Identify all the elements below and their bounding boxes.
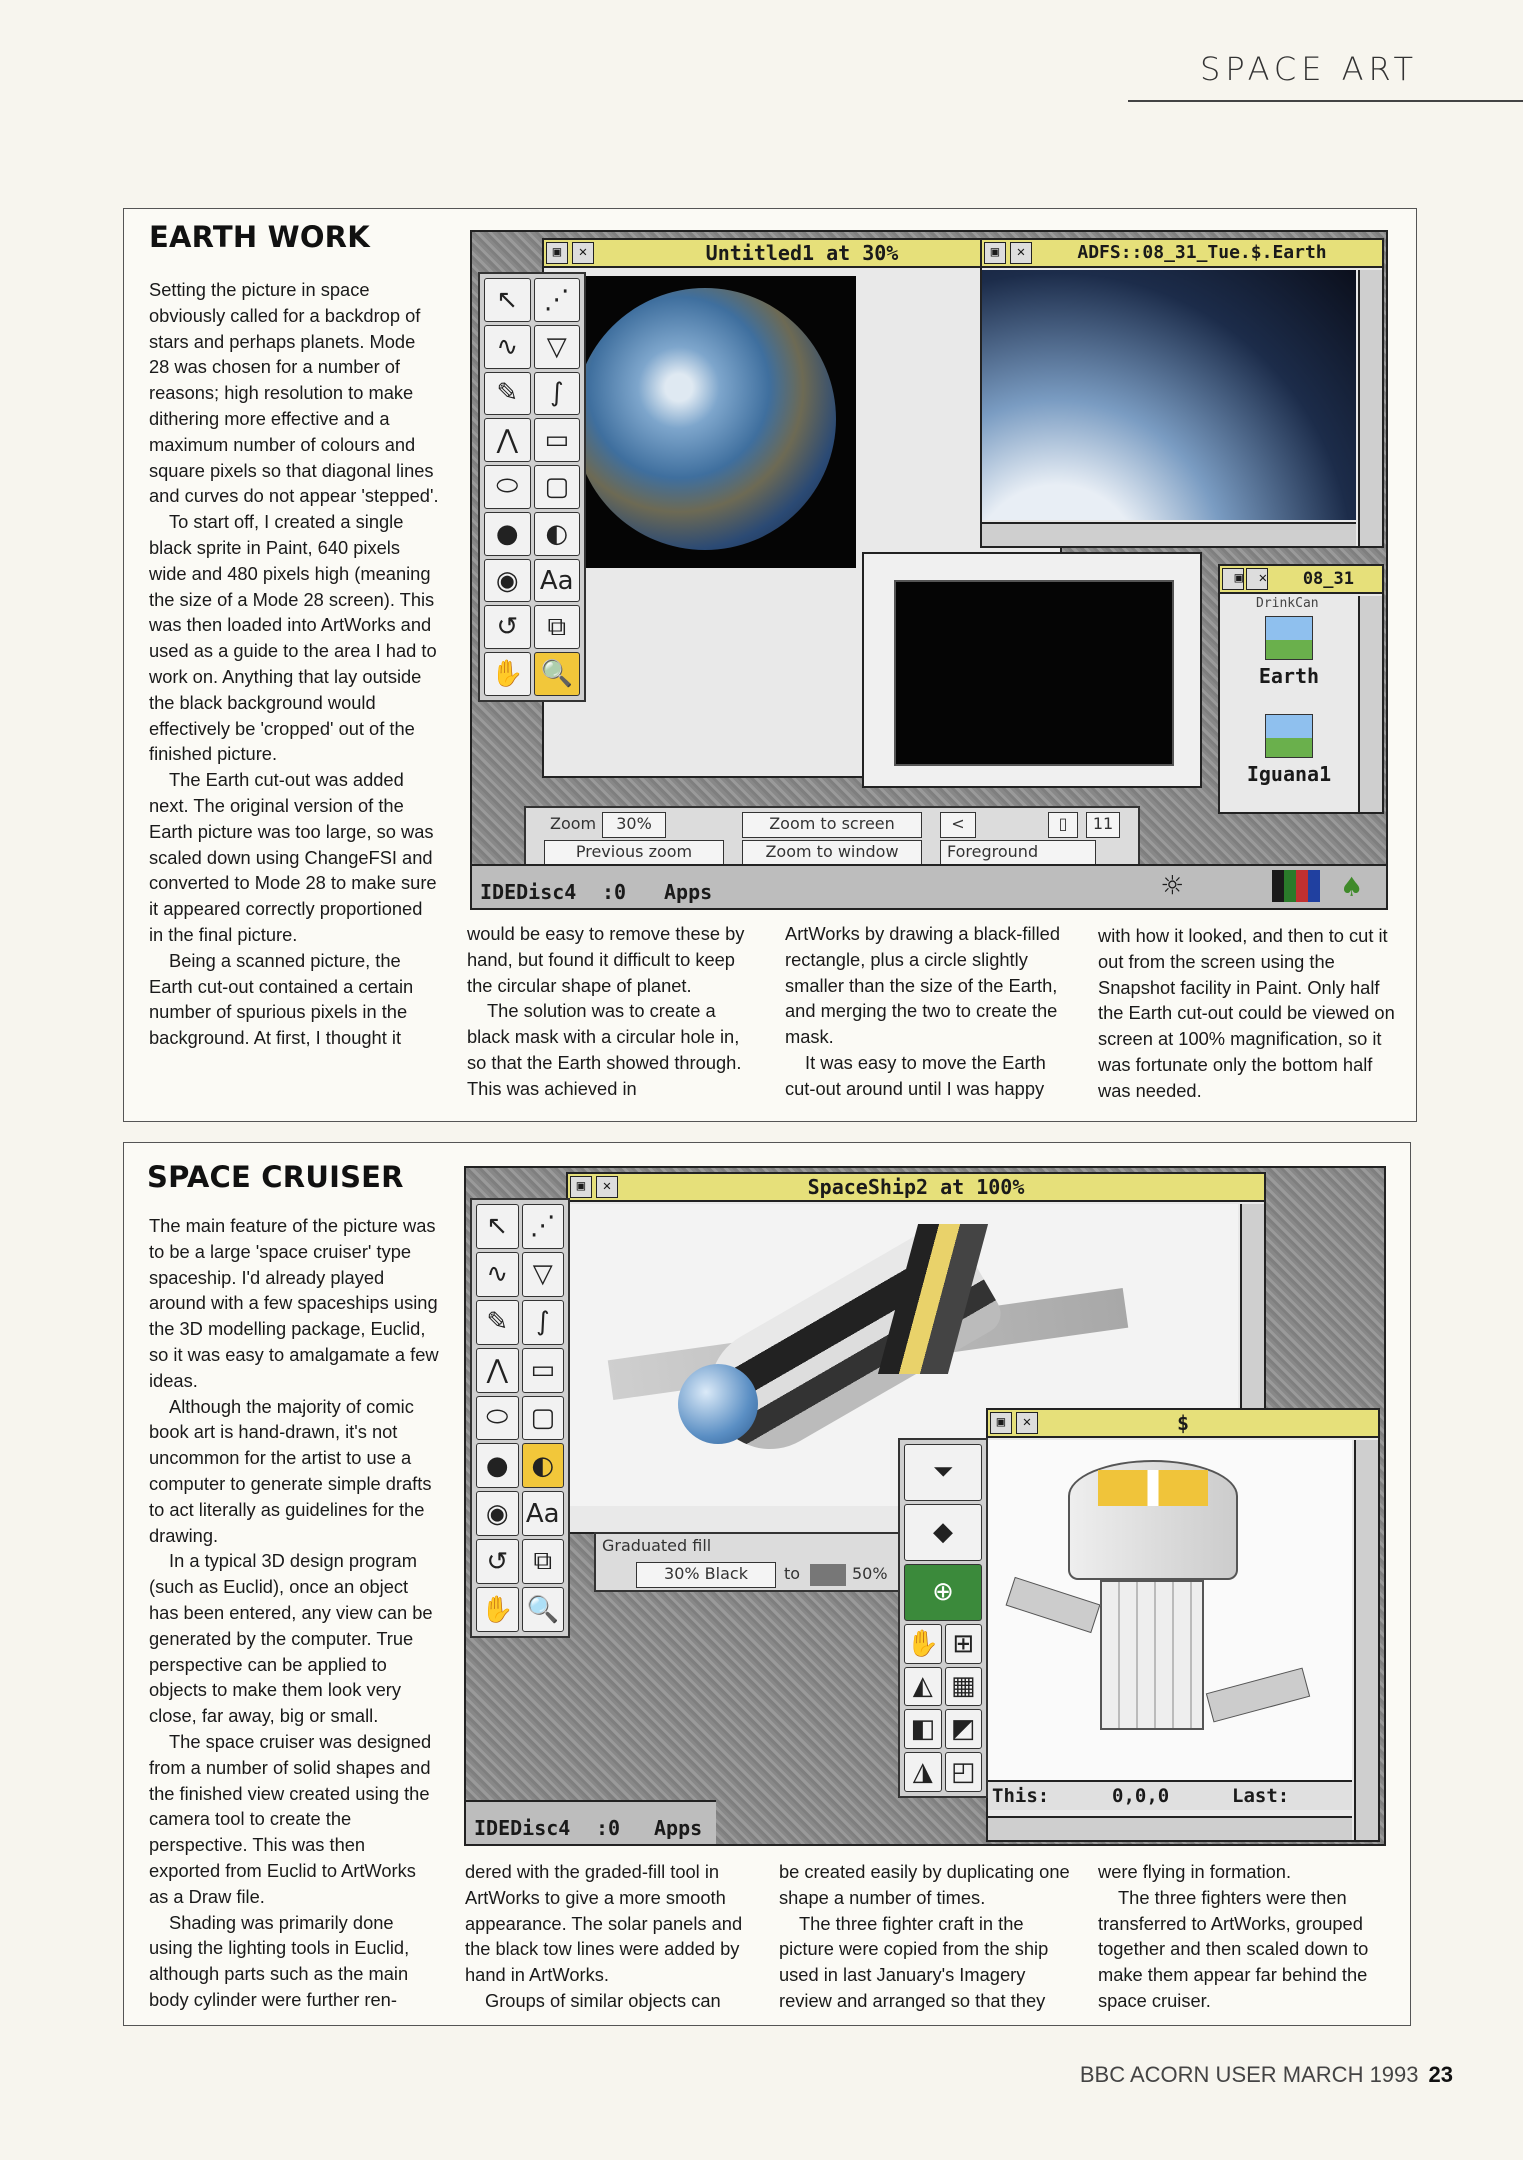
paragraph: Shading was primarily done using the lighting tools in Euclid, although parts such as the main body cylinder were further ren- — [149, 1911, 410, 2010]
zoom-infobar — [524, 806, 1140, 868]
solar-panel-right — [1206, 1668, 1310, 1723]
solar-panel-left — [1006, 1577, 1101, 1633]
sphere-fill-icon[interactable]: ◉ — [476, 1491, 519, 1536]
paragraph: would be easy to remove these by hand, but found it difficult to keep the circular shape of planet. — [467, 923, 745, 996]
ship-column — [1100, 1580, 1204, 1730]
fill-from-field[interactable]: 30% Black — [636, 1562, 776, 1588]
artworks-toolbox — [470, 1198, 570, 1638]
zoom-value-field[interactable]: 30% — [602, 812, 666, 838]
polygon-icon[interactable]: ▽ — [522, 1252, 565, 1297]
shape-icon[interactable]: ◰ — [945, 1752, 983, 1792]
prev-page-icon[interactable]: < — [940, 812, 976, 838]
filer-window[interactable] — [980, 238, 1384, 548]
space-cruiser-col1 — [149, 1213, 439, 2013]
earth-closeup-image — [982, 270, 1356, 520]
paragraph: The three fighters were then transferred to ArtWorks, grouped together and then scaled down to make them appear far behind the space cruiser. — [1098, 1886, 1369, 2011]
space-cruiser-col4 — [1098, 1859, 1398, 2014]
axis-icon[interactable]: ⊞ — [945, 1624, 983, 1664]
vertical-scrollbar[interactable] — [1354, 1440, 1378, 1840]
yellow-panels — [1098, 1470, 1208, 1506]
paragraph: The three fighter craft in the picture were copied from the ship used in last January's Imagery review and arranged so that they — [779, 1912, 1049, 2011]
horizontal-scrollbar[interactable] — [988, 1816, 1352, 1840]
zoom-label: Zoom — [550, 814, 597, 833]
rotate-icon[interactable]: ↺ — [484, 605, 531, 649]
paragraph: Although the majority of comic book art is hand-drawn, it's not uncommon for the artist to use a computer to generate simple drafts to act literally as guidelines for the drawing. — [149, 1395, 432, 1546]
hand-icon[interactable]: ✋ — [484, 652, 531, 696]
status-this-label: This: — [992, 1785, 1050, 1807]
vertical-scrollbar[interactable] — [1358, 270, 1382, 546]
ellipse-icon[interactable]: ⬭ — [476, 1396, 519, 1441]
window-titlebar[interactable] — [988, 1410, 1378, 1438]
line-icon[interactable]: ⋀ — [484, 418, 531, 462]
paint-app-icon[interactable]: ☼ — [1162, 866, 1183, 906]
sprite-file-icon — [1265, 616, 1313, 660]
euclid-toolbox — [898, 1438, 988, 1798]
rectangle-icon[interactable]: ▭ — [522, 1348, 565, 1393]
paragraph: ArtWorks by drawing a black-filled rectangle, plus a circle slightly smaller than the size of the Earth, and merging the two to create the mask. — [785, 923, 1060, 1048]
shape-icon[interactable]: ▦ — [945, 1667, 983, 1707]
close-icon[interactable]: ✕ — [572, 242, 594, 264]
graduated-fill-icon[interactable]: ◐ — [534, 512, 581, 556]
paragraph: It was easy to move the Earth cut-out around until I was happy — [785, 1051, 1046, 1099]
earth-screenshot — [470, 230, 1388, 910]
earth-picture[interactable] — [556, 276, 856, 568]
window-title: 08_31 — [1302, 569, 1354, 589]
grab-icon[interactable]: ✋ — [904, 1624, 942, 1664]
publication-line: BBC ACORN USER MARCH 1993 — [1079, 2062, 1419, 2087]
fill-icon[interactable]: ● — [484, 512, 531, 556]
section-title: SPACE ART — [1200, 50, 1418, 88]
space-cruiser-heading: SPACE CRUISER — [147, 1160, 404, 1194]
iconbar-disc-label[interactable]: IDEDisc4 — [480, 880, 577, 904]
space-cruiser-col2 — [465, 1859, 760, 2014]
fill-colour-swatch[interactable] — [810, 1564, 846, 1586]
paragraph: dered with the graded-fill tool in ArtWorks to give a more smooth appearance. The solar panels and the black tow lines were added by hand in ArtWorks. — [465, 1861, 743, 1986]
sprite-filer-window[interactable] — [1218, 564, 1384, 814]
iconbar-drive-label[interactable]: :0 — [596, 1816, 621, 1840]
window-title: SpaceShip2 at 100% — [807, 1175, 1025, 1199]
select-arrow-icon[interactable]: ↖ — [484, 278, 531, 322]
earth-work-col1 — [149, 277, 439, 1051]
add-object-icon[interactable]: ⊕ — [904, 1564, 982, 1621]
freehand-icon[interactable]: ∿ — [484, 325, 531, 369]
euclid-status-bar — [988, 1780, 1352, 1810]
push-tool-icon[interactable]: ⋰ — [522, 1204, 565, 1249]
space-cruiser-col3 — [779, 1859, 1079, 2014]
select-arrow-icon[interactable]: ↖ — [476, 1204, 519, 1249]
bezier-icon[interactable]: ∫ — [522, 1300, 565, 1345]
black-mask-sprite — [894, 580, 1174, 766]
paragraph: be created easily by duplicating one shape a number of times. — [779, 1861, 1070, 1908]
zoom-icon[interactable]: 🔍 — [522, 1587, 565, 1632]
sphere-fill-icon[interactable]: ◉ — [484, 559, 531, 603]
shape-icon[interactable]: ◧ — [904, 1709, 942, 1749]
mask-window[interactable] — [862, 552, 1202, 788]
graduated-fill-icon[interactable]: ◐ — [522, 1443, 565, 1488]
window-title: $ — [1176, 1411, 1190, 1435]
fill-icon[interactable]: ● — [476, 1443, 519, 1488]
paragraph: Being a scanned picture, the Earth cut-out contained a certain number of spurious pixels in the background. At first, I thought it — [149, 949, 414, 1049]
previous-zoom-button[interactable]: Previous zoom — [544, 840, 724, 866]
blend-icon[interactable]: ⧉ — [522, 1539, 565, 1584]
back-icon[interactable]: ▣ — [570, 1176, 592, 1198]
polygon-icon[interactable]: ▽ — [534, 325, 581, 369]
artworks-toolbox — [478, 272, 586, 702]
earth-globe — [574, 288, 836, 550]
paragraph: The Earth cut-out was added next. The original version of the Earth picture was too large, so was scaled down using ChangeFSI and converted to Mode 28 to make sure it appeared correctly proportioned in the final picture. — [149, 769, 437, 945]
zoom-to-screen-button[interactable]: Zoom to screen — [742, 812, 922, 838]
paragraph: The main feature of the picture was to be a large 'space cruiser' type spaceship. I'd already played around with a few spaceships using the 3D modelling package, Euclid, so it was easy to amalgamate a few ideas. — [149, 1215, 439, 1391]
window-title: ADFS::08_31_Tue.$.Earth — [1077, 242, 1327, 263]
window-titlebar[interactable] — [982, 240, 1382, 268]
push-tool-icon[interactable]: ⋰ — [534, 278, 581, 322]
ellipse-icon[interactable]: ⬭ — [484, 465, 531, 509]
page-footer — [1080, 2062, 1453, 2088]
rounded-rect-icon[interactable]: ▢ — [534, 465, 581, 509]
shape-icon[interactable]: ◭ — [904, 1667, 942, 1707]
fill-to-label: to — [784, 1564, 801, 1583]
filer-item-earth[interactable] — [1234, 616, 1344, 688]
back-icon[interactable]: ▣ — [546, 242, 568, 264]
colour-field[interactable]: Foreground — [940, 840, 1096, 866]
status-last-label: Last: — [1232, 1785, 1290, 1807]
zoom-icon[interactable]: 🔍 — [534, 652, 581, 696]
shape-icon[interactable]: ◮ — [904, 1752, 942, 1792]
status-this-value: 0,0,0 — [1112, 1785, 1170, 1807]
horizontal-scrollbar[interactable] — [982, 522, 1356, 546]
line-icon[interactable]: ⋀ — [476, 1348, 519, 1393]
iconbar-disc-label[interactable]: IDEDisc4 — [474, 1816, 571, 1840]
earth-work-heading: EARTH WORK — [149, 220, 370, 254]
freehand-icon[interactable]: ∿ — [476, 1252, 519, 1297]
back-icon[interactable]: ▣ — [1222, 568, 1244, 590]
zoom-to-window-button[interactable]: Zoom to window — [742, 840, 922, 866]
paragraph: Setting the picture in space obviously called for a backdrop of stars and perhaps planets. Mode 28 was chosen for a number of reasons; high resolution to make dithering more effective and a maximum number of colours and square pixels so that diagonal lines and curves do not appear 'stepped'. — [149, 279, 439, 507]
shape-icon[interactable]: ◩ — [945, 1709, 983, 1749]
iconbar-apps-label[interactable]: Apps — [664, 880, 713, 904]
paragraph: The space cruiser was designed from a number of solid shapes and the finished view created using the camera tool to create the perspective. This was then exported from Euclid to ArtWorks as a Draw file. — [149, 1730, 432, 1907]
partial-filename: DrinkCan — [1256, 596, 1319, 611]
iconbar-drive-label[interactable]: :0 — [602, 880, 627, 904]
close-icon[interactable]: ✕ — [596, 1176, 618, 1198]
acorn-icon[interactable]: ♠ — [1342, 868, 1362, 906]
camera-funnel-icon[interactable]: ⏷ — [904, 1444, 982, 1501]
palette-icon[interactable] — [1272, 870, 1320, 902]
euclid-canvas[interactable] — [988, 1440, 1352, 1780]
fill-to-value: 50% — [852, 1564, 888, 1583]
paragraph: In a typical 3D design program (such as Euclid), once an object has been entered, any view can be generated by the computer. True perspective can be applied to objects to make them look very close, far away, big or small. — [149, 1550, 433, 1727]
paragraph: The solution was to create a black mask with a circular hole in, so that the Earth showed through. This was achieved in — [467, 1000, 742, 1099]
paragraph: with how it looked, and then to cut it out from the screen using the Snapshot facility in Paint. Only half the Earth cut-out could be viewed on screen at 100% magnification, so it was fortunate only the bottom half was needed. — [1098, 925, 1395, 1101]
filer-item-label: Earth — [1258, 664, 1320, 688]
spaceship-screenshot — [464, 1166, 1386, 1846]
iconbar-apps-label[interactable]: Apps — [654, 1816, 703, 1840]
window-titlebar[interactable] — [1220, 566, 1382, 594]
rotate-icon[interactable]: ↺ — [476, 1539, 519, 1584]
sprite-file-icon — [1265, 714, 1313, 758]
page-number: 23 — [1428, 2062, 1453, 2087]
back-icon[interactable]: ▣ — [984, 242, 1006, 264]
pen-icon[interactable]: ✎ — [484, 372, 531, 416]
rounded-rect-icon[interactable]: ▢ — [522, 1396, 565, 1441]
earth-work-col4 — [1098, 923, 1398, 1104]
earth-work-col3 — [785, 921, 1080, 1102]
window-title: Untitled1 at 30% — [705, 241, 899, 265]
hand-icon[interactable]: ✋ — [476, 1587, 519, 1632]
paragraph: were flying in formation. — [1098, 1861, 1292, 1882]
header-rule — [1128, 100, 1523, 102]
window-titlebar[interactable] — [568, 1174, 1264, 1202]
iconbar — [472, 864, 1386, 908]
rectangle-icon[interactable]: ▭ — [534, 418, 581, 462]
graduated-fill-label: Graduated fill — [602, 1536, 712, 1555]
blend-icon[interactable]: ⧉ — [534, 605, 581, 649]
back-icon[interactable]: ▣ — [990, 1412, 1012, 1434]
close-icon[interactable]: ✕ — [1016, 1412, 1038, 1434]
graduated-fill-infobar — [594, 1532, 900, 1592]
text-icon[interactable]: Aa — [534, 559, 581, 603]
close-icon[interactable]: ✕ — [1246, 568, 1268, 590]
bezier-icon[interactable]: ∫ — [534, 372, 581, 416]
euclid-window[interactable] — [986, 1408, 1380, 1842]
filer-item-label: Iguana1 — [1246, 762, 1332, 786]
iconbar — [466, 1800, 716, 1844]
text-icon[interactable]: Aa — [522, 1491, 565, 1536]
earth-work-col2 — [467, 921, 757, 1102]
paragraph: Groups of similar objects can — [485, 1989, 721, 2011]
page-count: 11 — [1086, 812, 1120, 838]
page-icon[interactable]: ▯ — [1048, 812, 1078, 838]
ship-nose-sphere — [678, 1364, 758, 1444]
close-icon[interactable]: ✕ — [1010, 242, 1032, 264]
filer-item-iguana[interactable] — [1234, 714, 1344, 786]
paragraph: To start off, I created a single black sprite in Paint, 640 pixels wide and 480 pixels high (meaning the size of a Mode 28 screen). This was then loaded into ArtWorks and used as a guide to the area I had to work on. Anything that lay outside the black background would effectively be 'cropped' out of the finished picture. — [149, 511, 437, 765]
pen-icon[interactable]: ✎ — [476, 1300, 519, 1345]
cube-icon[interactable]: ◆ — [904, 1504, 982, 1561]
vertical-scrollbar[interactable] — [1358, 596, 1382, 812]
